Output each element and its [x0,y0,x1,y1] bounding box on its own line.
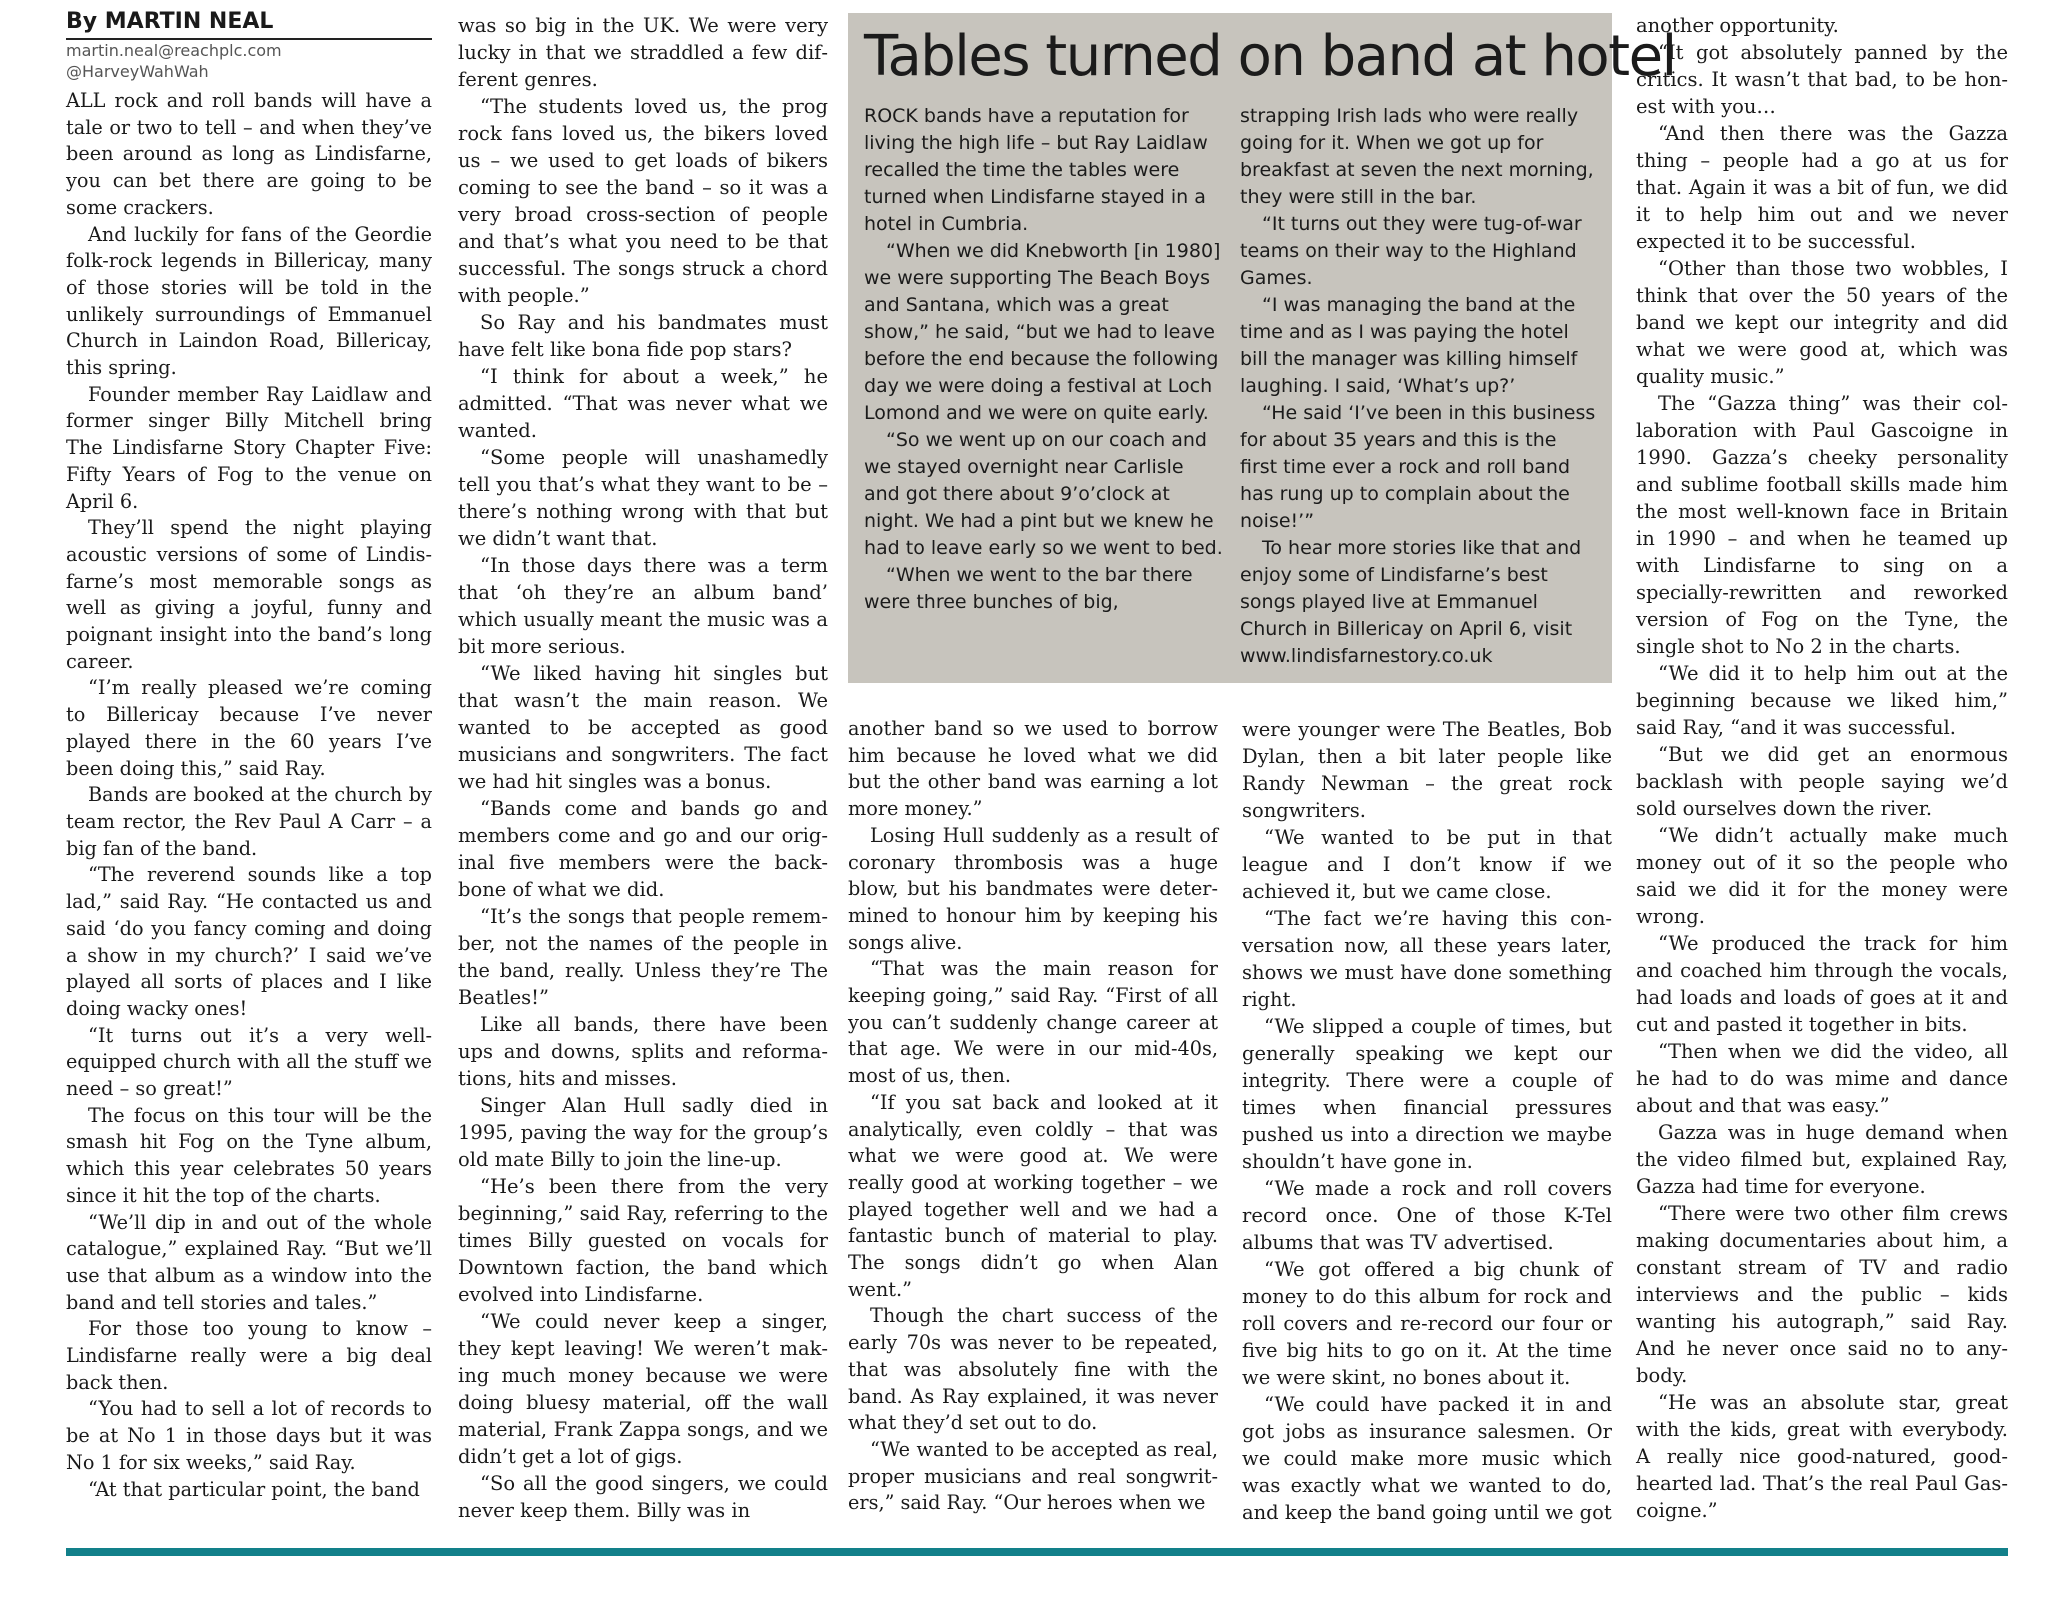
paragraph: “Then when we did the video, all he had to do was mime and dance about and that was easy.” [1636,1040,2008,1117]
paragraph: “But we did get an enormous backlash with people saying we’d sold ourselves down the river. [1636,743,2008,820]
paragraph: “The reverend sounds like a top lad,” said Ray. “He contacted us and said ‘do you fancy coming and doing a show in my church?’ I said we’ve played all sorts of places and I like doing wacky ones! [66,863,432,1020]
paragraph: “That was the main reason for keeping going,” said Ray. “First of all you can’t suddenly change career at that age. We were in our mid-40s, most of us, then. [848,957,1218,1088]
paragraph: “And then there was the Gazza thing – people had a go at us for that. Again it was a bit of fun, we did it to help him out and we never expected it to be successful. [1636,122,2008,253]
paragraph: “The fact we’re having this conversation now, all these years later, shows we must have done something right. [1242,907,1612,1011]
article-column-5 [1636,12,2008,1524]
paragraph: “We could have packed it in and got jobs as insurance salesmen. Or we could make more music which was exactly what we wanted to do, and keep the band going until we got [1242,1393,1612,1524]
paragraph: “We produced the track for him and coached him through the vocals, had loads and loads of goes at it and cut and pasted it together in bits. [1636,932,2008,1036]
paragraph: For those too young to know – Lindisfarne really were a big deal back then. [66,1317,432,1394]
paragraph: “I was managing the band at the time and as I was paying the hotel bill the manager was killing himself laughing. I said, ‘What’s up?’ [1240,294,1578,397]
paragraph: Bands are booked at the church by team rector, the Rev Paul A Carr – a big fan of the band. [66,783,432,860]
paragraph: Singer Alan Hull sadly died in 1995, paving the way for the group’s old mate Billy to join the line-up. [458,1094,828,1171]
paragraph: “When we went to the bar there were three bunches of big, [864,564,1193,613]
paragraph: “Some people will unashamedly tell you that’s what they want to be – there’s nothing wrong with that but we didn’t want that. [458,446,828,550]
sidebar-column-2 [1240,103,1598,670]
paragraph: “There were two other film crews making documentaries about him, a constant stream of TV and radio interviews and the public – kids wanting his autograph,” said Ray. And he never once said no to anybody. [1636,1202,2008,1387]
paragraph: “If you sat back and looked at it analytically, even coldly – that was what we were good at. We were really good at working together – we played together well and we had a fantastic bunch of material to play. The songs didn’t go when Alan went.” [848,1090,1218,1301]
author-twitter[interactable]: @HarveyWahWah [66,62,209,81]
paragraph: “We wanted to be accepted as real, proper musicians and real songwriters,” said Ray. “Our heroes when we [848,1437,1218,1515]
byline: By MARTIN NEAL [66,8,432,40]
paragraph: were younger were The Beatles, Bob Dylan, then a bit later people like Randy Newman – the great rock songwriters. [1242,718,1612,822]
paragraph: “We could never keep a singer, they kept leaving! We weren’t making much money because we were doing bluesy material, off the wall material, Frank Zappa songs, and we didn’t get a lot of gigs. [458,1310,828,1468]
article-column-2 [458,12,828,1524]
paragraph: “We made a rock and roll covers record once. One of those K-Tel albums that was TV advertised. [1242,1177,1612,1254]
paragraph: “We’ll dip in and out of the whole catalogue,” explained Ray. “But we’ll use that album as a window into the band and tell stories and tales.” [66,1210,432,1314]
paragraph: Like all bands, there have been ups and downs, splits and reformations, hits and misses. [458,1013,828,1090]
paragraph: “So we went up on our coach and we stayed overnight near Carlisle and got there about 9’o’clock at night. We had a pint but we knew he had to leave early so we went to bed. [864,429,1223,559]
paragraph: ROCK bands have a reputation for living the high life – but Ray Laidlaw recalled the time the tables were turned when Lindisfarne stayed in a hotel in Cumbria. [864,105,1208,235]
paragraph: strapping Irish lads who were really going for it. When we got up for breakfast at seven the next morning, they were still in the bar. [1240,105,1594,208]
paragraph: “I’m really pleased we’re coming to Billericay because I’ve never played there in the 60 years I’ve been doing this,” said Ray. [66,676,432,780]
paragraph: “We didn’t actually make much money out of it so the people who said we did it for the money were wrong. [1636,824,2008,928]
paragraph: another opportunity. [1636,14,1839,37]
paragraph: Though the chart success of the early 70s was never to be repeated, that was absolutely fine with the band. As Ray explained, it was never what they’d set out to do. [848,1304,1218,1435]
paragraph: “We liked having hit singles but that wasn’t the main reason. We wanted to be accepted as good musicians and songwriters. The fact we had hit singles was a bonus. [458,662,828,793]
paragraph: was so big in the UK. We were very lucky in that we straddled a few different genres. [458,14,828,91]
paragraph: “We slipped a couple of times, but generally speaking we kept our integrity. There were a couple of times when financial pressures pushed us into a direction we maybe shouldn’t have gone in. [1242,1015,1612,1173]
paragraph: To hear more stories like that and enjoy some of Lindisfarne’s best songs played live at Emmanuel Church in Billericay on April 6, visit www.lindisfarnestory.co.uk [1240,537,1582,667]
paragraph: “You had to sell a lot of records to be at No 1 in those days but it was No 1 for six weeks,” said Ray. [66,1397,432,1474]
paragraph: another band so we used to borrow him because he loved what we did but the other band was earning a lot more money.” [848,717,1218,821]
paragraph: “It turns out they were tug-of-war teams on their way to the Highland Games. [1240,213,1582,289]
paragraph: “We got offered a big chunk of money to do this album for rock and roll covers and re-record our four or five big hits to go on it. At the time we were skint, no bones about it. [1242,1258,1612,1389]
paragraph: “When we did Knebworth [in 1980] we were supporting The Beach Boys and Santana, which was a great show,” he said, “but we had to leave before the end because the following day we were doing a festival at Loch Lomond and we were on quite early. [864,240,1221,424]
paragraph: “So all the good singers, we could never keep them. Billy was in [458,1472,828,1522]
article-column-1 [66,8,432,1503]
paragraph: “Bands come and bands go and members come and go and our original five members were the backbone of what we did. [458,797,828,901]
paragraph: “I think for about a week,” he admitted. “That was never what we wanted. [458,365,828,442]
paragraph: “Other than those two wobbles, I think that over the 50 years of the band we kept our integrity and did what we were good at, which was quality music.” [1636,257,2008,388]
paragraph: So Ray and his bandmates must have felt like bona fide pop stars? [458,311,828,361]
sidebar-panel [848,13,1676,683]
paragraph: “At that particular point, the band [88,1477,420,1501]
paragraph: Losing Hull suddenly as a result of coronary thrombosis was a huge blow, but his bandmates were determined to honour him by keeping his songs alive. [848,823,1218,954]
article-column-4 [1242,716,1612,1526]
paragraph: “In those days there was a term that ‘oh they’re an album band’ which usually meant the music was a bit more serious. [458,554,828,658]
paragraph: “The students loved us, the prog rock fans loved us, the bikers loved us – we used to get loads of bikers coming to see the band – so it was a very broad cross-section of people and that’s what you need to be that successful. The songs struck a chord with people.” [458,95,828,307]
paragraph: Founder member Ray Laidlaw and former singer Billy Mitchell bring The Lindisfarne Story Chapter Five: Fifty Years of Fog to the venue on April 6. [66,382,432,513]
paragraph: “He said ‘I’ve been in this business for about 35 years and this is the first time ever a rock and roll band has rung up to complain about the noise!’” [1240,402,1596,532]
author-email[interactable]: martin.neal@reachplc.com [66,41,282,60]
paragraph: Gazza was in huge demand when the video filmed but, explained Ray, Gazza had time for everyone. [1636,1121,2008,1198]
byline-block [66,8,432,82]
paragraph: “He was an absolute star, great with the kids, great with everybody. A really nice good-natured, good-hearted lad. That’s the real Paul Gascoigne.” [1636,1391,2008,1522]
paragraph: “It turns out it’s a very well-equipped church with all the stuff we need – so great!” [66,1023,432,1101]
paragraph: And luckily for fans of the Geordie folk-rock legends in Billericay, many of those stories will be told in the unlikely surroundings of Emmanuel Church in Laindon Road, Billericay, this spring. [66,222,432,380]
paragraph: ALL rock and roll bands will have a tale or two to tell – and when they’ve been around as long as Lindisfarne, you can bet there are going to be some crackers. [66,89,432,219]
paragraph: They’ll spend the night playing acoustic versions of some of Lindisfarne’s most memorable songs as well as giving a joyful, funny and poignant insight into the band’s long career. [66,516,432,673]
paragraph: The “Gazza thing” was their collaboration with Paul Gascoigne in 1990. Gazza’s cheeky personality and sublime football skills made him the most well-known face in Britain in 1990 – and when he teamed up with Lindisfarne to sing on a specially-rewritten and reworked version of Fog on the Tyne, the single shot to No 2 in the charts. [1636,392,2008,658]
paragraph: “We did it to help him out at the beginning because we liked him,” said Ray, “and it was successful. [1636,662,2008,739]
paragraph: The focus on this tour will be the smash hit Fog on the Tyne album, which this year celebrates 50 years since it hit the top of the charts. [66,1103,432,1207]
article-column-3 [848,716,1218,1517]
sidebar-headline: Tables turned on band at hotel [864,24,1676,89]
footer-rule [66,1548,2008,1556]
paragraph: “It’s the songs that people remember, not the names of the people in the band, really. Unless they’re The Beatles!” [458,905,828,1009]
paragraph: “It got absolutely panned by the critics. It wasn’t that bad, to be honest with you… [1636,41,2008,118]
paragraph: “We wanted to be put in that league and I don’t know if we achieved it, but we came close. [1242,826,1612,903]
paragraph: “He’s been there from the very beginning,” said Ray, referring to the times Billy guested on vocals for Downtown faction, the band which evolved into Lindisfarne. [458,1175,828,1306]
sidebar-column-1 [864,103,1224,616]
